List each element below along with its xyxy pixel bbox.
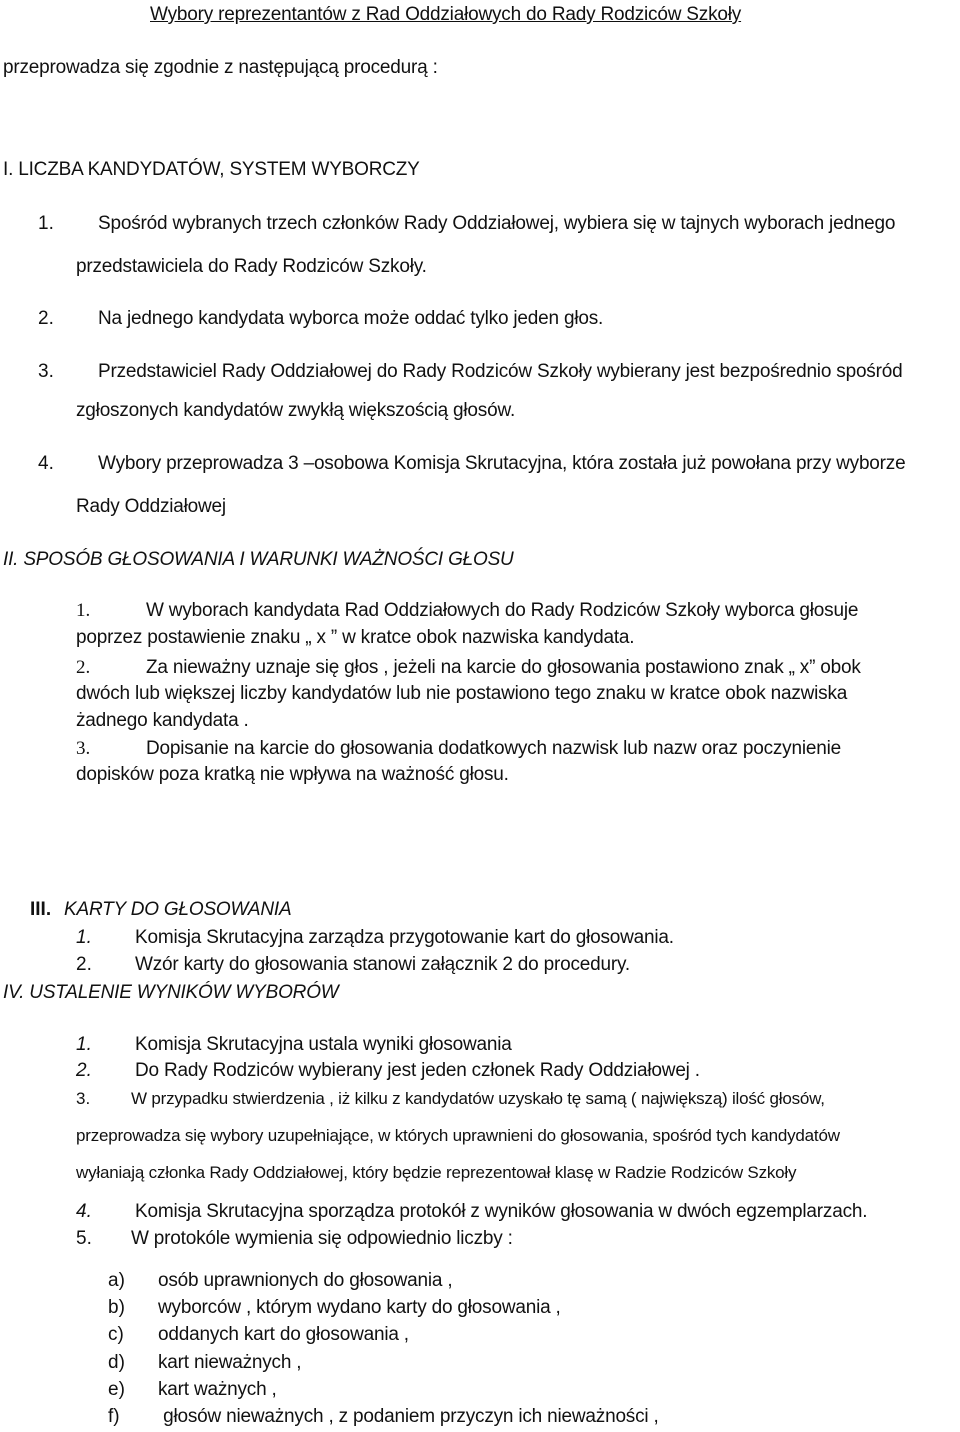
section-1-heading: I. LICZBA KANDYDATÓW, SYSTEM WYBORCZY <box>3 159 420 180</box>
subitem-e-text: kart ważnych , <box>158 1379 277 1400</box>
section-4-item-1-number: 1. <box>76 1034 92 1055</box>
section-2-item-3-line-2: dopisków poza kratką nie wpływa na ważność głosu. <box>76 764 509 785</box>
section-1-item-1-line-2: przedstawiciela do Rady Rodziców Szkoły. <box>76 256 427 277</box>
section-3-item-1-text: Komisja Skrutacyjna zarządza przygotowanie kart do głosowania. <box>135 927 674 948</box>
section-2-item-2-line-1: Za nieważny uznaje się głos , jeżeli na karcie do głosowania postawiono znak „ x” obok <box>146 657 861 678</box>
section-4-item-3-number: 3. <box>76 1089 91 1108</box>
section-3-heading: KARTY DO GŁOSOWANIA <box>64 899 292 920</box>
document-subtitle: przeprowadza się zgodnie z następującą procedurą : <box>3 57 438 78</box>
subitem-b-letter: b) <box>108 1297 125 1318</box>
section-1-item-3-line-2: zgłoszonych kandydatów zwykłą większością głosów. <box>76 400 516 421</box>
section-2-item-2-number: 2. <box>76 657 91 678</box>
section-1-item-2-number: 2. <box>38 308 54 329</box>
section-4-heading: IV. USTALENIE WYNIKÓW WYBORÓW <box>3 982 339 1003</box>
subitem-f-text: głosów nieważnych , z podaniem przyczyn ich nieważności , <box>158 1406 659 1427</box>
section-1-item-4-line-1: Wybory przeprowadza 3 –osobowa Komisja Skrutacyjna, która została już powołana przy wyborze <box>98 453 906 474</box>
subitem-d-letter: d) <box>108 1352 125 1373</box>
section-2-item-3-number: 3. <box>76 738 91 759</box>
section-2-item-1-line-2: poprzez postawienie znaku „ x ” w kratce obok nazwiska kandydata. <box>76 627 635 648</box>
section-4-item-4-text: Komisja Skrutacyjna sporządza protokół z wyników głosowania w dwóch egzemplarzach. <box>135 1201 868 1222</box>
section-3-item-2-text: Wzór karty do głosowania stanowi załącznik 2 do procedury. <box>135 954 630 975</box>
section-4-item-3-line-3: wyłaniają członka Rady Oddziałowej, który będzie reprezentował klasę w Radzie Rodziców Szkoły <box>76 1163 797 1182</box>
subitem-e-letter: e) <box>108 1379 125 1400</box>
section-1-item-3-number: 3. <box>38 361 54 382</box>
section-1-item-1-number: 1. <box>38 213 54 234</box>
section-1-item-4-number: 4. <box>38 453 54 474</box>
section-1-item-2-line-1: Na jednego kandydata wyborca może oddać tylko jeden głos. <box>98 308 604 329</box>
section-2-heading: II. SPOSÓB GŁOSOWANIA I WARUNKI WAŻNOŚCI GŁOSU <box>3 549 514 570</box>
section-1-item-3-line-1: Przedstawiciel Rady Oddziałowej do Rady Rodziców Szkoły wybierany jest bezpośrednio spośród <box>98 361 903 382</box>
section-3-number: III. <box>30 899 52 920</box>
section-4-item-3-line-2: przeprowadza się wybory uzupełniające, w których uprawnieni do głosowania, spośród tych kandydatów <box>76 1126 840 1145</box>
section-2-item-2-line-2: dwóch lub większej liczby kandydatów lub nie postawiono tego znaku w kratce obok nazwiska <box>76 683 848 704</box>
section-2-item-3-line-1: Dopisanie na karcie do głosowania dodatkowych nazwisk lub nazw oraz poczynienie <box>146 738 841 759</box>
section-4-item-5-text: W protokóle wymienia się odpowiednio liczby : <box>131 1228 513 1249</box>
subitem-f-letter: f) <box>108 1406 120 1427</box>
subitem-b-text: wyborców , którym wydano karty do głosowania , <box>158 1297 561 1318</box>
document-title: Wybory reprezentantów z Rad Oddziałowych do Rady Rodziców Szkoły <box>150 4 742 25</box>
section-3-item-1-number: 1. <box>76 927 92 948</box>
subitem-d-text: kart nieważnych , <box>158 1352 302 1373</box>
section-2-item-2-line-3: żadnego kandydata . <box>76 710 249 731</box>
subitem-c-text: oddanych kart do głosowania , <box>158 1324 409 1345</box>
section-4-item-2-number: 2. <box>76 1060 92 1081</box>
subitem-a-letter: a) <box>108 1270 125 1291</box>
section-4-item-2-text: Do Rady Rodziców wybierany jest jeden członek Rady Oddziałowej . <box>135 1060 700 1081</box>
section-4-item-1-text: Komisja Skrutacyjna ustala wyniki głosowania <box>135 1034 512 1055</box>
section-3-item-2-number: 2. <box>76 954 92 975</box>
section-2-item-1-number: 1. <box>76 600 91 621</box>
subitem-c-letter: c) <box>108 1324 124 1345</box>
section-1-item-4-line-2: Rady Oddziałowej <box>76 496 226 517</box>
section-2-item-1-line-1: W wyborach kandydata Rad Oddziałowych do Rady Rodziców Szkoły wyborca głosuje <box>146 600 859 621</box>
section-4-item-4-number: 4. <box>76 1201 92 1222</box>
section-4-item-5-number: 5. <box>76 1228 92 1249</box>
section-4-item-3-line-1: W przypadku stwierdzenia , iż kilku z kandydatów uzyskało tę samą ( największą) ilość głosów, <box>131 1089 825 1108</box>
section-1-item-1-line-1: Spośród wybranych trzech członków Rady Oddziałowej, wybiera się w tajnych wyborach jednego <box>98 213 896 234</box>
subitem-a-text: osób uprawnionych do głosowania , <box>158 1270 453 1291</box>
